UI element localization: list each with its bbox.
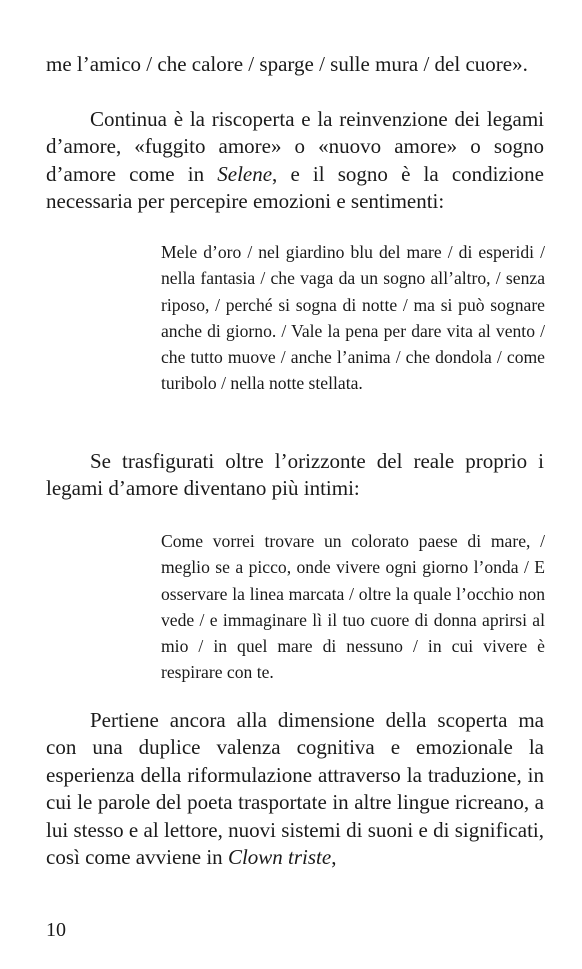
paragraph-text: Continua è la riscoperta e la reinvenzione dei legami d’amore, «fuggito amore» o «nuovo amore» o sogno d’amore come in [46,107,544,186]
paragraph-continuation: me l’amico / che calore / sparge / sulle mura / del cuore». [46,52,528,76]
paragraph-text: , e il sogno è la condizione necessaria per percepire emozioni e sentimenti: [46,161,544,214]
paragraph-legami: Se trasfigurati oltre l’orizzonte del reale proprio i legami d’amore diventano più intimi: [46,449,544,501]
paragraph-traduzione [46,707,544,871]
poem-title: Clown triste [227,845,332,870]
paragraph-text: , [331,845,337,870]
poem-quote-mele-doro: Mele d’oro / nel giardino blu del mare / di esperidi / nella fantasia / che vaga da un sogno all’altro, / senza riposo, / perché si sogna di notte / ma si può sognare anche di giorno. / Vale la pena per dare vita al vento / che tutto muove / anche l’anima / che dondola / come turibolo / nella notte stellata. [161,242,545,394]
poem-title: Selene [217,161,273,186]
poem-quote-paese-di-mare: Come vorrei trovare un colorato paese di mare, / meglio se a picco, onde vivere ogni giorno l’onda / E osservare la linea marcata / oltre la quale l’occhio non vede / e immaginare lì il tuo cuore di donna aprirsi al mio / in quel mare di nessuno / in cui vivere è respirare con te. [161,531,545,683]
paragraph-reinvention [46,106,544,216]
paragraph-text: Pertiene ancora alla dimensione della scoperta ma con una duplice valenza cognitiva e emozionale la esperienza della riformulazione attraverso la traduzione, in cui le parole del poeta trasportate in altre lingue ricreano, a lui stesso e al lettore, nuovi sistemi di suoni e di significati, così come avviene in [46,708,544,870]
page-number: 10 [46,919,66,941]
